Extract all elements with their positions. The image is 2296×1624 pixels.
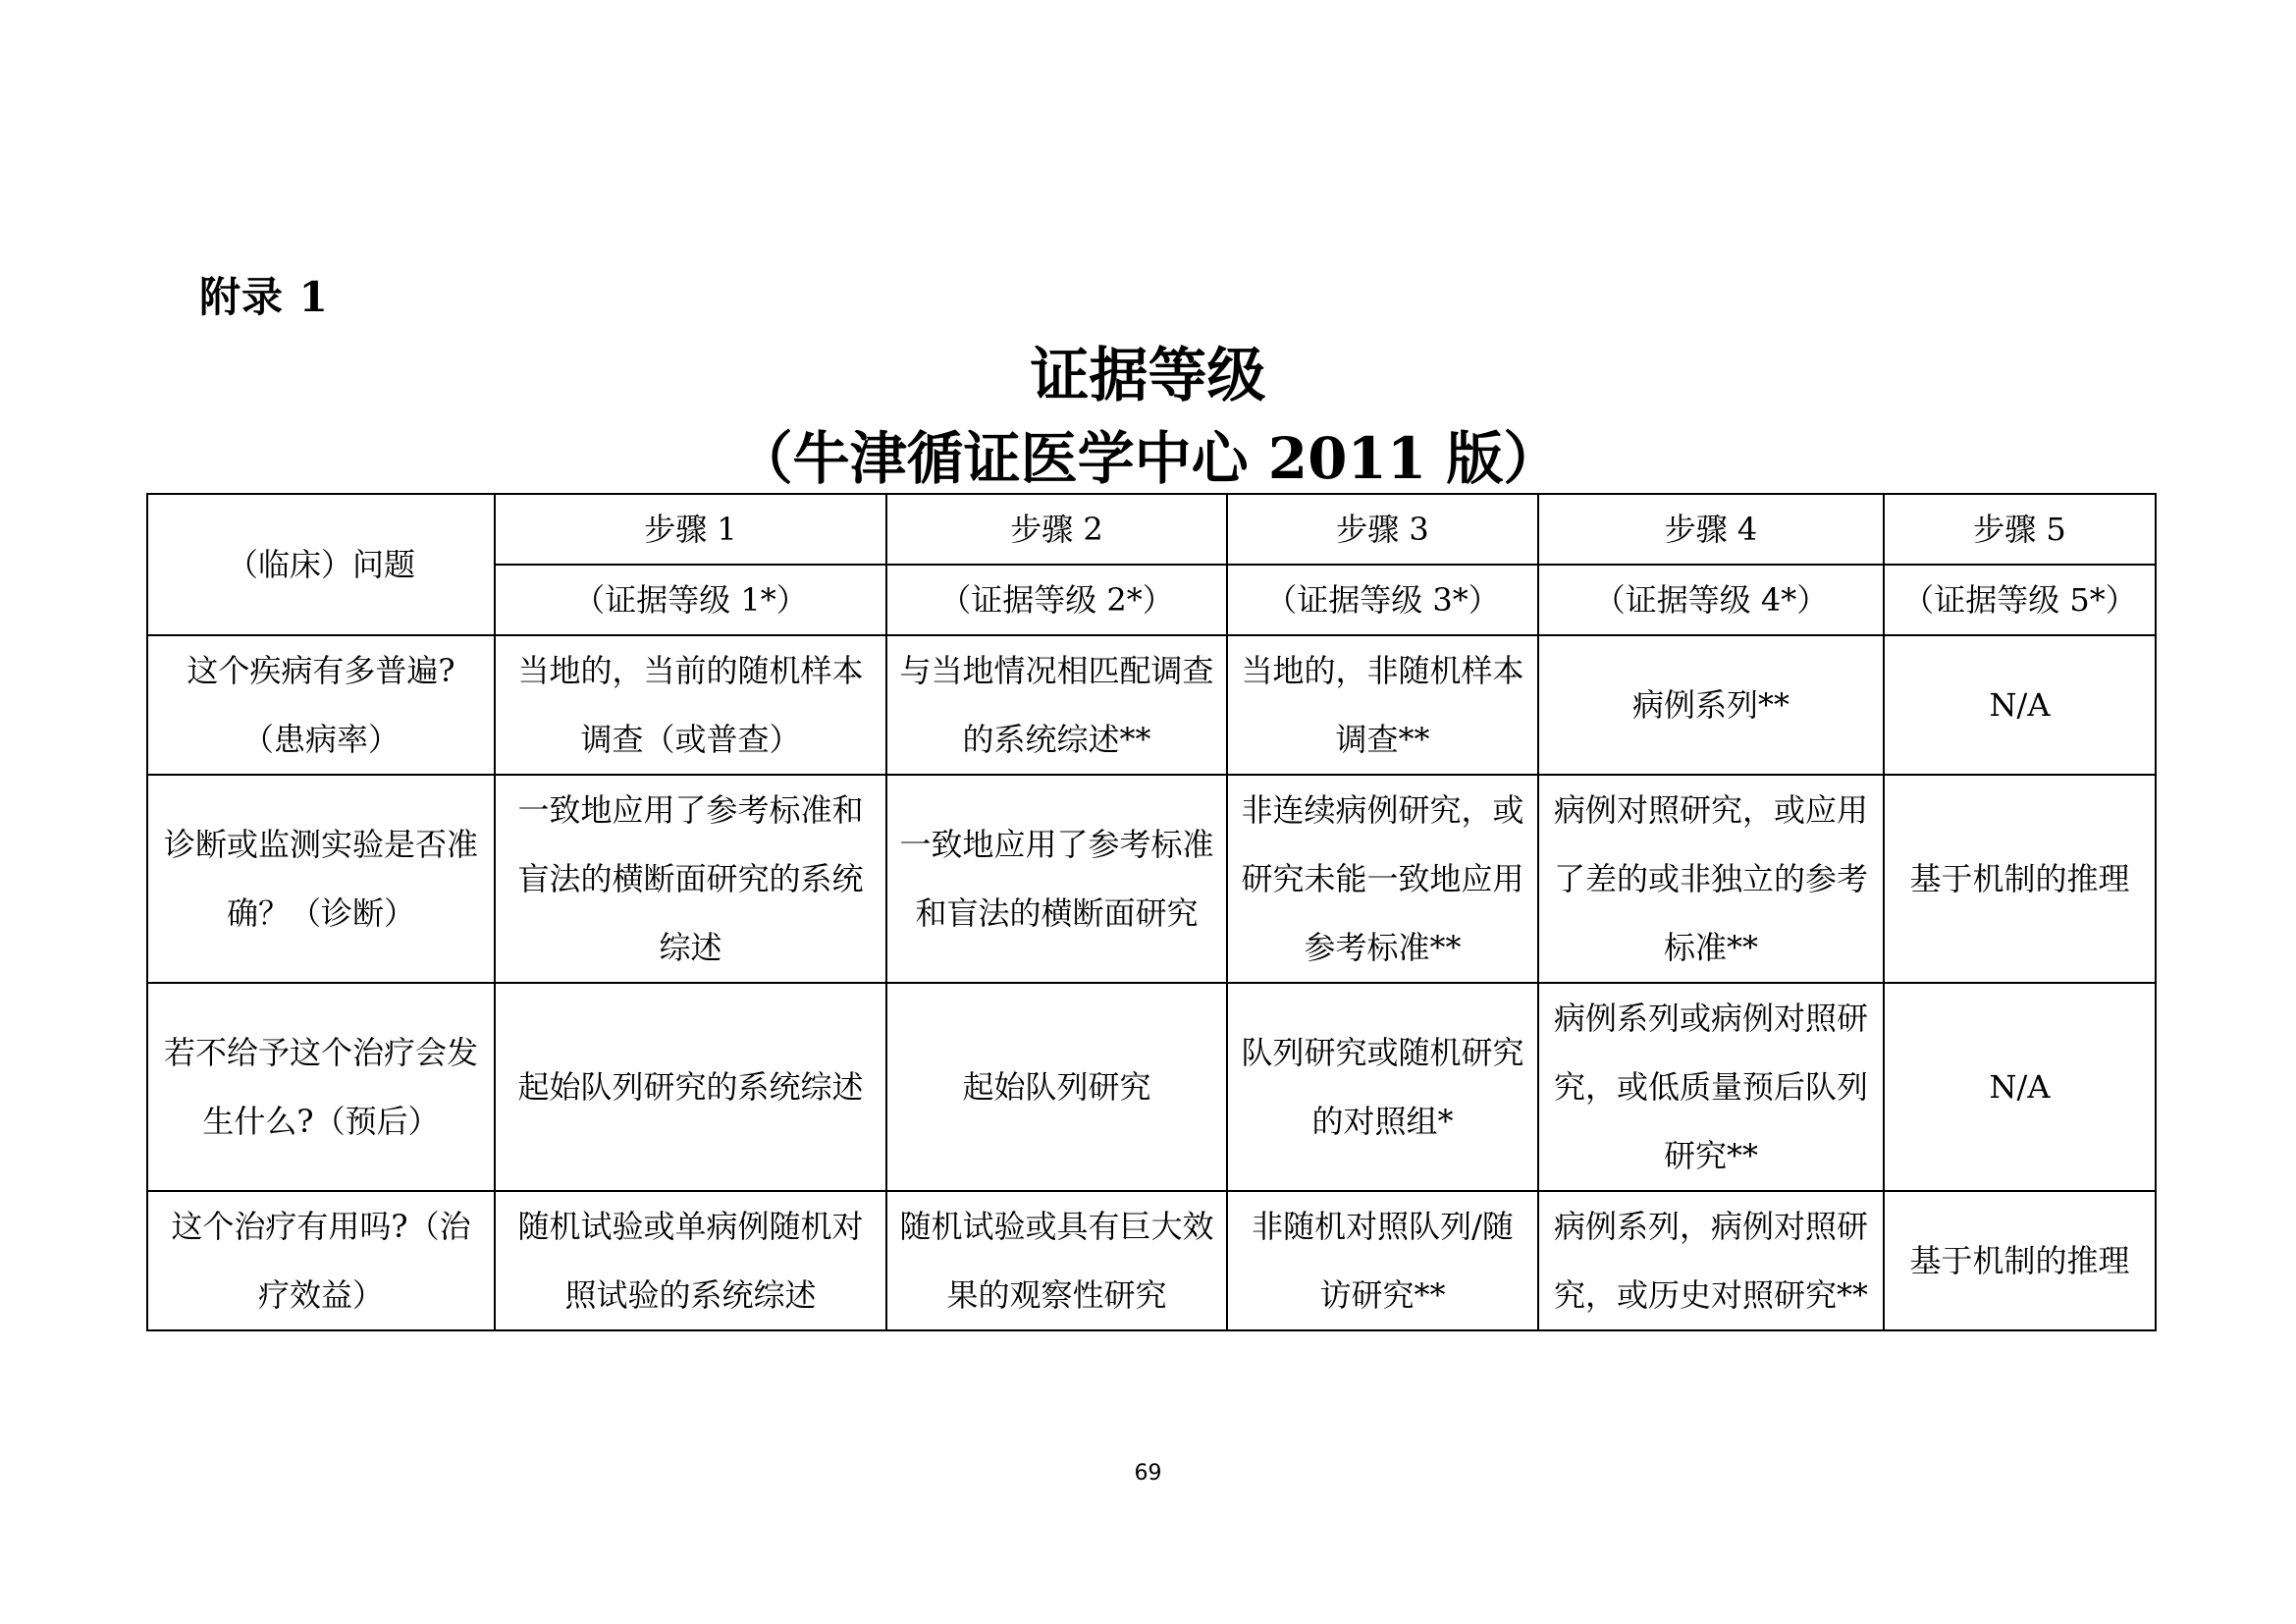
step-3-header: 步骤 3 bbox=[1227, 494, 1538, 565]
table-cell: 队列研究或随机研究的对照组* bbox=[1227, 983, 1538, 1191]
question-cell: 若不给予这个治疗会发生什么?（预后） bbox=[147, 983, 495, 1191]
question-cell: 这个疾病有多普遍?（患病率） bbox=[147, 635, 495, 775]
table-cell: 病例系列** bbox=[1538, 635, 1884, 775]
table-cell: 病例对照研究，或应用了差的或非独立的参考标准** bbox=[1538, 775, 1884, 983]
question-cell: 这个治疗有用吗?（治疗效益） bbox=[147, 1191, 495, 1330]
table-row bbox=[147, 635, 2156, 775]
page-title: 证据等级 bbox=[1030, 342, 1266, 410]
table-cell: 基于机制的推理 bbox=[1884, 775, 2156, 983]
step-2-header: 步骤 2 bbox=[886, 494, 1227, 565]
level-1-header: （证据等级 1*） bbox=[495, 565, 886, 635]
step-5-header: 步骤 5 bbox=[1884, 494, 2156, 565]
table-cell: 非随机对照队列/随访研究** bbox=[1227, 1191, 1538, 1330]
table-cell: 病例系列或病例对照研究，或低质量预后队列研究** bbox=[1538, 983, 1884, 1191]
table-row bbox=[147, 983, 2156, 1191]
table-cell: 当地的，非随机样本调查** bbox=[1227, 635, 1538, 775]
level-4-header: （证据等级 4*） bbox=[1538, 565, 1884, 635]
table-cell: 起始队列研究 bbox=[886, 983, 1227, 1191]
question-header: （临床）问题 bbox=[147, 494, 495, 635]
table-cell: 病例系列，病例对照研究，或历史对照研究** bbox=[1538, 1191, 1884, 1330]
step-4-header: 步骤 4 bbox=[1538, 494, 1884, 565]
question-cell: 诊断或监测实验是否准确？（诊断） bbox=[147, 775, 495, 983]
table-cell: 非连续病例研究，或研究未能一致地应用参考标准** bbox=[1227, 775, 1538, 983]
level-3-header: （证据等级 3*） bbox=[1227, 565, 1538, 635]
evidence-level-table bbox=[146, 493, 2157, 1331]
page-number: 69 bbox=[1134, 1461, 1162, 1486]
table-row bbox=[147, 775, 2156, 983]
table-cell: 一致地应用了参考标准和盲法的横断面研究 bbox=[886, 775, 1227, 983]
table-cell: N/A bbox=[1884, 635, 2156, 775]
step-1-header: 步骤 1 bbox=[495, 494, 886, 565]
table-row bbox=[147, 1191, 2156, 1330]
table-cell: 起始队列研究的系统综述 bbox=[495, 983, 886, 1191]
level-2-header: （证据等级 2*） bbox=[886, 565, 1227, 635]
table-cell: N/A bbox=[1884, 983, 2156, 1191]
table-cell: 随机试验或具有巨大效果的观察性研究 bbox=[886, 1191, 1227, 1330]
table-header-row bbox=[147, 494, 2156, 565]
appendix-label: 附录 1 bbox=[199, 273, 329, 321]
table-cell: 当地的，当前的随机样本调查（或普查） bbox=[495, 635, 886, 775]
table-cell: 与当地情况相匹配调查的系统综述** bbox=[886, 635, 1227, 775]
level-5-header: （证据等级 5*） bbox=[1884, 565, 2156, 635]
table-cell: 基于机制的推理 bbox=[1884, 1191, 2156, 1330]
page-subtitle: （牛津循证医学中心 2011 版） bbox=[735, 425, 1561, 492]
table-cell: 随机试验或单病例随机对照试验的系统综述 bbox=[495, 1191, 886, 1330]
table-cell: 一致地应用了参考标准和盲法的横断面研究的系统综述 bbox=[495, 775, 886, 983]
